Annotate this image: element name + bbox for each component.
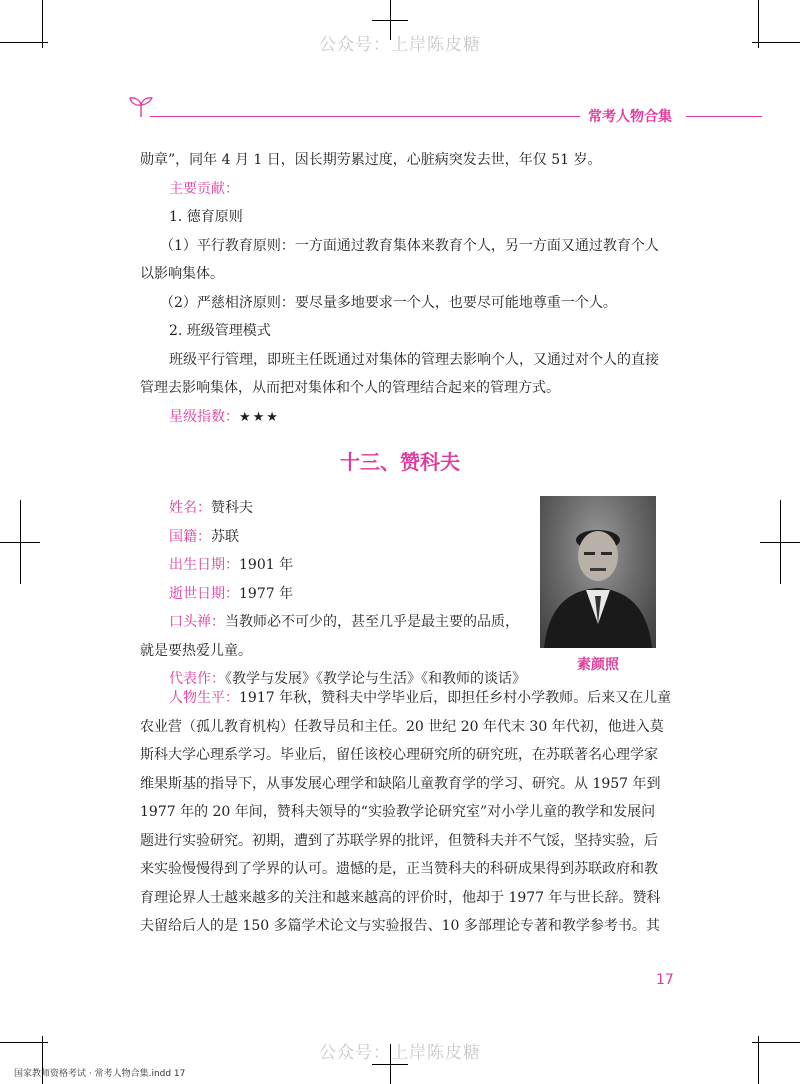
- biography-section: [140, 684, 670, 941]
- death-value: 1977 年: [239, 585, 294, 602]
- motto-value: 当教师必不可少的，甚至几乎是最主要的品质，: [225, 614, 519, 630]
- motto-label: 口头禅：: [169, 614, 225, 630]
- birth-value: 1901 年: [239, 557, 294, 573]
- watermark-top: 公众号：上岸陈皮糖: [319, 35, 481, 55]
- paragraph-line: （1）平行教育原则：一方面通过教育集体来教育个人，另一方面又通过教育个人: [160, 237, 659, 254]
- star-rating: [140, 403, 670, 433]
- paragraph-line: 管理去影响集体，从而把对集体和个人的管理结合起来的管理方式。: [140, 380, 560, 396]
- name-value: 赞科夫: [211, 500, 253, 516]
- birth-label: 出生日期：: [169, 557, 239, 573]
- registration-mark: [20, 500, 21, 584]
- principle-heading: 1. 德育原则: [169, 209, 243, 225]
- works-value: 《教学与发展》《教学论与生活》《和教师的谈话》: [225, 671, 526, 687]
- header-title: 常考人物合集: [588, 109, 672, 125]
- mode-heading: 2. 班级管理模式: [169, 323, 271, 339]
- watermark-bottom: 公众号：上岸陈皮糖: [319, 1043, 481, 1063]
- contribution-section: [140, 146, 670, 432]
- portrait-figure: [540, 496, 656, 648]
- works-label: 代表作：: [169, 671, 225, 687]
- photo-caption: 素颜照: [577, 657, 619, 673]
- name-label: 姓名：: [169, 500, 211, 516]
- portrait-photo: [540, 496, 656, 648]
- registration-mark: [372, 1064, 408, 1065]
- paragraph-line: 夫留给后人的是 150 多篇学术论文与实验报告、10 多部理论专著和教学参考书。其: [140, 918, 660, 934]
- paragraph-line: （2）严慈相济原则：要尽量多地要求一个人，也要尽可能地尊重一个人。: [160, 294, 617, 311]
- registration-mark: [372, 20, 408, 21]
- paragraph-line: 以影响集体。: [140, 266, 224, 282]
- motto-continuation: 就是要热爱儿童。: [140, 642, 252, 659]
- bio-label: 人物生平：: [169, 690, 239, 706]
- contribution-label: 主要贡献：: [169, 180, 239, 197]
- paragraph-line: 1977 年的 20 年间，赞科夫领导的“实验教学论研究室”对小学儿童的教学和发展问: [140, 804, 656, 820]
- section-title: 十三、赞科夫: [340, 450, 460, 474]
- death-label: 逝世日期：: [169, 585, 239, 602]
- paragraph-line: 题进行实验研究。初期，遭到了苏联学界的批评，但赞科夫并不气馁，坚持实验，后: [140, 832, 658, 849]
- country-value: 苏联: [211, 528, 239, 545]
- bio-first-line: [140, 684, 670, 713]
- star-value: ★★★: [239, 409, 280, 425]
- footer-file-info: 国家教师资格考试 · 常考人物合集.indd 17: [14, 1069, 186, 1079]
- paragraph-line: 农业营（孤儿教育机构）任教导员和主任。20 世纪 20 年代末 30 年代初，他进入莫: [140, 718, 664, 735]
- paragraph-line: 班级平行管理，即班主任既通过对集体的管理去影响个人，又通过对个人的直接: [169, 351, 659, 368]
- paragraph-line: 来实验慢慢得到了学界的认可。遗憾的是，正当赞科夫的科研成果得到苏联政府和教: [140, 861, 658, 877]
- paragraph-line: 勋章”，同年 4 月 1 日，因长期劳累过度，心脏病突发去世，年仅 51 岁。: [140, 152, 602, 168]
- paragraph-line: 斯科大学心理系学习。毕业后，留任该校心理研究所的研究班，在苏联著名心理学家: [140, 747, 658, 763]
- paragraph-line: 维果斯基的指导下，从事发展心理学和缺陷儿童教育学的学习、研究。从 1957 年到: [140, 775, 661, 792]
- sprout-icon: [128, 96, 154, 118]
- paragraph-line: 育理论界人士越来越多的关注和越来越高的评价时，他却于 1977 年与世长辞。赞科: [140, 889, 661, 906]
- header-rule-left: [150, 116, 580, 117]
- page-number: 17: [656, 972, 674, 988]
- header-rule-right: [686, 116, 762, 117]
- country-label: 国籍：: [169, 528, 211, 545]
- star-label: 星级指数：: [169, 408, 239, 425]
- bio-text: 1917 年秋，赞科夫中学毕业后，即担任乡村小学教师。后来又在儿童: [239, 690, 672, 706]
- registration-mark: [780, 500, 781, 584]
